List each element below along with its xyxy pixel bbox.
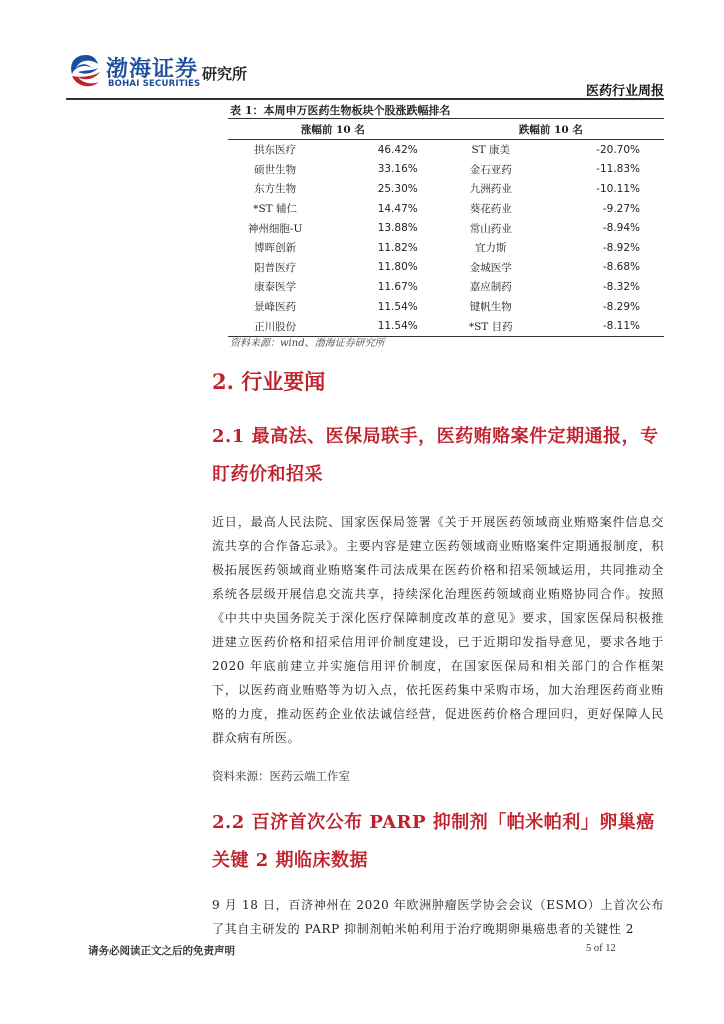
ranking-table — [228, 118, 664, 337]
footer-disclaimer: 请务必阅读正文之后的免责声明 — [88, 945, 235, 957]
institute-label: 研究所 — [202, 65, 248, 83]
header-divider — [66, 98, 664, 100]
table-row — [228, 297, 664, 317]
report-type: 医药行业周报 — [585, 84, 664, 99]
loser-name: 金石亚药 — [469, 163, 512, 176]
gainer-name: *ST 辅仁 — [253, 203, 298, 216]
gainer-change: 11.82% — [377, 241, 418, 254]
loser-name: 嘉应制药 — [469, 281, 512, 294]
loser-name: 金城医学 — [469, 261, 512, 274]
table-header-row — [228, 119, 664, 140]
logo-text-en: BOHAI SECURITIES — [108, 79, 201, 89]
loser-change: -10.11% — [596, 182, 640, 195]
news1-source: 资料来源：医药云端工作室 — [212, 769, 350, 783]
gainer-name: 景峰医药 — [254, 301, 297, 314]
loser-change: -8.29% — [602, 300, 640, 313]
table-row — [228, 218, 664, 238]
news2-body: 9 月 18 日，百济神州在 2020 年欧洲肿瘤医学协会会议（ESMO）上首次公布了其自主研发的 PARP 抑制剂帕米帕利用于治疗晚期卵巢癌患者的关键性 2 — [212, 898, 664, 936]
loser-change: -8.32% — [602, 280, 640, 293]
gainer-name: 阳普医疗 — [254, 261, 297, 274]
gainer-name: 东方生物 — [254, 183, 297, 196]
header-gainers: 涨幅前 10 名 — [228, 119, 438, 140]
gainer-name: 拱东医疗 — [254, 144, 297, 157]
news1-title: 2.1 最高法、医保局联手，医药贿赂案件定期通报，专盯药价和招采 — [212, 426, 659, 485]
bohai-logo-icon — [66, 52, 106, 92]
table-source: 资料来源：wind、渤海证券研究所 — [230, 338, 385, 349]
loser-change: -20.70% — [596, 143, 640, 156]
gainer-name: 正川股份 — [228, 316, 322, 336]
gainer-change: 11.54% — [322, 316, 437, 336]
logo-text-cn: 渤海证券 — [106, 56, 199, 82]
gainer-change: 11.67% — [377, 280, 418, 293]
loser-name: *ST 目药 — [438, 316, 544, 336]
loser-change: -8.92% — [602, 241, 640, 254]
loser-change: -8.94% — [602, 222, 640, 235]
loser-name: 宜力斯 — [475, 242, 507, 255]
page-number: 5 of 12 — [586, 943, 616, 954]
loser-change: -9.27% — [602, 202, 640, 215]
table-row — [228, 258, 664, 278]
loser-name: 常山药业 — [469, 222, 512, 235]
table-row — [228, 238, 664, 258]
table-caption: 表 1：本周申万医药生物板块个股涨跌幅排名 — [230, 104, 451, 117]
gainer-change: 11.54% — [377, 300, 418, 313]
table-row — [228, 160, 664, 180]
gainer-change: 25.30% — [377, 182, 418, 195]
gainer-name: 康泰医学 — [254, 281, 297, 294]
gainer-change: 46.42% — [377, 143, 418, 156]
gainer-change: 33.16% — [377, 163, 418, 176]
gainer-change: 11.80% — [377, 261, 418, 274]
loser-name: 九洲药业 — [469, 183, 512, 196]
loser-change: -8.11% — [544, 316, 664, 336]
loser-name: ST 康美 — [471, 144, 511, 157]
gainer-name: 硕世生物 — [254, 163, 297, 176]
news1-body: 近日，最高人民法院、国家医保局签署《关于开展医药领域商业贿赂案件信息交流共享的合作备忘录》。主要内容是建立医药领域商业贿赂案件定期通报制度，积极拓展医药领域商业贿赂案件司法成果在医药价格和招采领域运用，共同推动全系统各层级开展信息交流共享，持续深化治理医药领域商业贿赂协同合作。按照《中共中央国务院关于深化医疗保障制度改革的意见》要求，国家医保局积极推进建立医药价格和招采信用评价制度建设，已于近期印发指导意见，要求各地于 2020 年底前建立并实施信用评价制度，在国家医保局和相关部门的合作框架下，以医药商业贿赂等为切入点，依托医药集中采购市场，加大治理医药商业贿赂的力度，推动医药企业依法诚信经营，促进医药价格合理回归，更好保障人民群众病有所医。 — [212, 515, 664, 745]
header-losers: 跌幅前 10 名 — [438, 119, 664, 140]
gainer-change: 14.47% — [377, 202, 418, 215]
gainer-change: 13.88% — [377, 222, 418, 235]
loser-change: -8.68% — [602, 261, 640, 274]
table-row — [228, 199, 664, 219]
gainer-name: 神州细胞-U — [247, 222, 303, 235]
section-title: 2. 行业要闻 — [212, 369, 326, 394]
table-row — [228, 140, 664, 160]
loser-name: 键帆生物 — [469, 301, 512, 314]
loser-change: -11.83% — [596, 163, 640, 176]
table-row — [228, 277, 664, 297]
news2-title: 2.2 百济首次公布 PARP 抑制剂「帕米帕利」卵巢癌关键 2 期临床数据 — [212, 812, 655, 871]
gainer-name: 博晖创新 — [254, 242, 297, 255]
loser-name: 葵花药业 — [469, 203, 512, 216]
table-row — [228, 179, 664, 199]
